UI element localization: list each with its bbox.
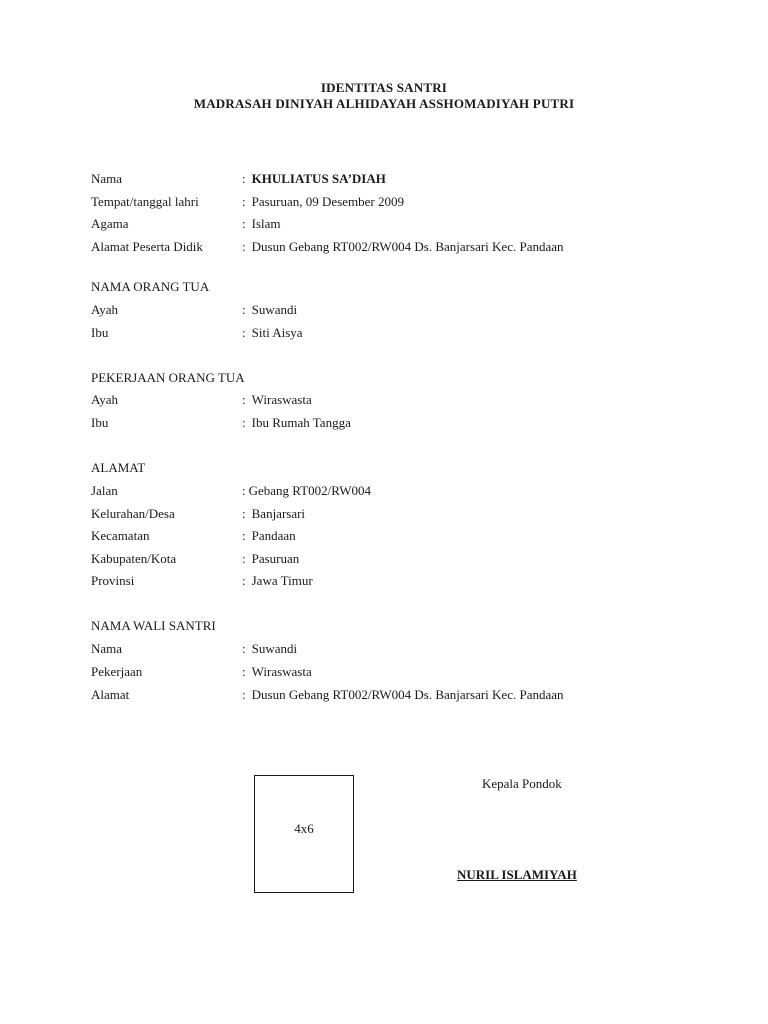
field-label: Ayah: [91, 392, 118, 407]
signatory-name: NURIL ISLAMIYAH: [457, 867, 577, 882]
field-label: Ayah: [91, 302, 118, 317]
section-heading-address: ALAMAT: [91, 460, 146, 475]
field-value: : Wiraswasta: [242, 392, 312, 407]
field-label: Alamat Peserta Didik: [91, 239, 203, 254]
section-heading-parents-job: PEKERJAAN ORANG TUA: [91, 370, 245, 385]
field-label: Tempat/tanggal lahri: [91, 194, 199, 209]
field-value: : Banjarsari: [242, 506, 306, 521]
field-value: : Islam: [242, 216, 281, 231]
student-name: KHULIATUS SA’DIAH: [251, 171, 386, 186]
field-label: Kelurahan/Desa: [91, 506, 175, 521]
field-value: : Pasuruan: [242, 551, 300, 566]
section-heading-guardian: NAMA WALI SANTRI: [91, 618, 216, 633]
field-value: : Pasuruan, 09 Desember 2009: [242, 194, 404, 209]
field-label: Jalan: [91, 483, 118, 498]
field-value: : Suwandi: [242, 641, 298, 656]
field-label: Ibu: [91, 325, 109, 340]
field-value: : Pandaan: [242, 528, 296, 543]
photo-placeholder: [254, 775, 354, 893]
field-label: Kabupaten/Kota: [91, 551, 177, 566]
field-value: : KHULIATUS SA’DIAH: [242, 171, 386, 186]
field-label: Pekerjaan: [91, 664, 143, 679]
field-value: : Suwandi: [242, 302, 298, 317]
field-label: Nama: [91, 171, 123, 186]
field-value: : Wiraswasta: [242, 664, 312, 679]
field-label: Alamat: [91, 687, 130, 702]
field-label: Provinsi: [91, 573, 135, 588]
field-value: : Dusun Gebang RT002/RW004 Ds. Banjarsari Kec. Pandaan: [242, 687, 564, 702]
document-subtitle: MADRASAH DINIYAH ALHIDAYAH ASSHOMADIYAH PUTRI: [193, 96, 575, 111]
signatory-title: Kepala Pondok: [482, 776, 562, 791]
field-value: : Jawa Timur: [242, 573, 313, 588]
field-label: Agama: [91, 216, 129, 231]
field-value: : Siti Aisya: [242, 325, 303, 340]
field-value: : Dusun Gebang RT002/RW004 Ds. Banjarsari Kec. Pandaan: [242, 239, 564, 254]
field-value: : Ibu Rumah Tangga: [242, 415, 351, 430]
photo-size-label: 4x6: [294, 821, 314, 836]
field-label: Kecamatan: [91, 528, 150, 543]
document-title: IDENTITAS SANTRI: [320, 80, 448, 95]
field-label: Ibu: [91, 415, 109, 430]
field-value: : Gebang RT002/RW004: [242, 483, 371, 498]
field-label: Nama: [91, 641, 123, 656]
section-heading-parents: NAMA ORANG TUA: [91, 279, 210, 294]
